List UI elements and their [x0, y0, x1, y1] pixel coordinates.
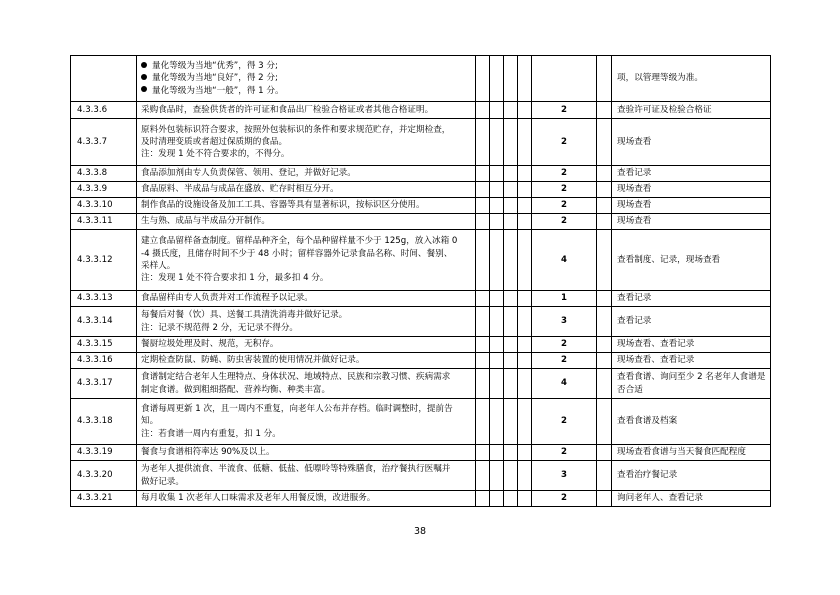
method-cell: 现场查看、查看记录 [612, 337, 771, 353]
blank-cell [504, 337, 518, 353]
item-code: 4.3.3.16 [71, 353, 137, 369]
blank-cell [490, 353, 504, 369]
item-code: 4.3.3.9 [71, 182, 137, 198]
blank-cell [504, 56, 518, 102]
blank-cell [490, 214, 504, 230]
score-cell: 2 [532, 353, 597, 369]
requirement-line: 做好记录。 [141, 476, 184, 487]
blank-cell [490, 491, 504, 507]
blank-cell [476, 491, 490, 507]
blank-cell [490, 56, 504, 102]
item-code: 4.3.3.12 [71, 230, 137, 291]
requirement-line: 每月收集 1 次老年人口味需求及老年人用餐反馈，改进服务。 [141, 493, 376, 504]
blank-cell [597, 399, 612, 445]
requirement-line: 及时清理变质或者超过保质期的食品。 [141, 136, 288, 147]
blank-cell [597, 214, 612, 230]
requirement-line: 生与熟、成品与半成品分开制作。 [141, 216, 270, 227]
blank-cell [518, 198, 532, 214]
blank-cell [476, 307, 490, 337]
blank-cell [476, 369, 490, 399]
blank-cell [490, 337, 504, 353]
blank-cell [490, 369, 504, 399]
method-cell: 查看治疗餐记录 [612, 461, 771, 491]
bullet-text: 量化等级为当地“一般”，得 1 分。 [152, 85, 284, 96]
requirement-cell [137, 198, 476, 214]
score-cell: 2 [532, 119, 597, 166]
blank-cell [518, 56, 532, 102]
blank-cell [504, 445, 518, 461]
blank-cell [490, 307, 504, 337]
blank-cell [490, 102, 504, 119]
requirement-line: 食品留样由专人负责并对工作流程予以记录。 [141, 293, 313, 304]
table-row [71, 307, 771, 337]
requirement-cell [137, 399, 476, 445]
method-cell: 查看制度、记录，现场查看 [612, 230, 771, 291]
blank-cell [518, 182, 532, 198]
table-row [71, 182, 771, 198]
evaluation-table [70, 55, 771, 507]
table-row [71, 291, 771, 307]
blank-cell [518, 102, 532, 119]
blank-cell [597, 353, 612, 369]
item-code [71, 56, 137, 102]
score-cell: 2 [532, 337, 597, 353]
blank-cell [504, 102, 518, 119]
blank-cell [490, 230, 504, 291]
score-cell: 2 [532, 214, 597, 230]
blank-cell [597, 307, 612, 337]
blank-cell [476, 353, 490, 369]
blank-cell [490, 198, 504, 214]
requirement-line: 采样人。 [141, 261, 176, 271]
blank-cell [504, 291, 518, 307]
blank-cell [504, 399, 518, 445]
method-cell: 项，以管理等级为准。 [612, 56, 771, 102]
item-code: 4.3.3.15 [71, 337, 137, 353]
blank-cell [504, 307, 518, 337]
method-cell: 现场查看 [612, 182, 771, 198]
requirement-cell [137, 461, 476, 491]
item-code: 4.3.3.7 [71, 119, 137, 166]
requirement-line: 定期检查防鼠、防蝇、防虫害装置的使用情况并做好记录。 [141, 355, 365, 366]
requirement-cell [137, 369, 476, 399]
bullet-item [141, 60, 471, 72]
requirement-cell [137, 56, 476, 102]
blank-cell [476, 182, 490, 198]
table-row [71, 491, 771, 507]
blank-cell [476, 102, 490, 119]
bullet-dot-icon [141, 74, 147, 80]
requirement-line: 为老年人提供流食、半流食、低糖、低盐、低嘌呤等特殊膳食，治疗餐执行医嘱并 [141, 464, 451, 475]
blank-cell [518, 369, 532, 399]
method-cell: 查看记录 [612, 291, 771, 307]
item-code: 4.3.3.10 [71, 198, 137, 214]
score-cell [532, 56, 597, 102]
bullet-text: 量化等级为当地“优秀”，得 3 分; [152, 61, 278, 72]
blank-cell [476, 337, 490, 353]
item-code: 4.3.3.11 [71, 214, 137, 230]
blank-cell [597, 445, 612, 461]
blank-cell [504, 214, 518, 230]
blank-cell [518, 291, 532, 307]
blank-cell [518, 214, 532, 230]
blank-cell [518, 491, 532, 507]
method-cell: 查看记录 [612, 307, 771, 337]
blank-cell [504, 491, 518, 507]
method-cell: 查验许可证及检验合格证 [612, 102, 771, 119]
blank-cell [476, 166, 490, 182]
item-code: 4.3.3.20 [71, 461, 137, 491]
blank-cell [504, 166, 518, 182]
score-cell: 2 [532, 198, 597, 214]
blank-cell [597, 182, 612, 198]
requirement-cell [137, 307, 476, 337]
requirement-cell [137, 491, 476, 507]
blank-cell [476, 291, 490, 307]
table-row [71, 214, 771, 230]
score-cell: 2 [532, 102, 597, 119]
table-row [71, 369, 771, 399]
blank-cell [597, 230, 612, 291]
blank-cell [597, 291, 612, 307]
blank-cell [518, 445, 532, 461]
blank-cell [504, 369, 518, 399]
table-row [71, 230, 771, 291]
blank-cell [518, 353, 532, 369]
score-cell: 3 [532, 461, 597, 491]
blank-cell [476, 230, 490, 291]
requirement-cell [137, 445, 476, 461]
requirement-line: 食品添加剂由专人负责保管、领用、登记，并做好记录。 [141, 168, 356, 179]
blank-cell [476, 214, 490, 230]
method-cell: 现场查看 [612, 214, 771, 230]
requirement-line: 原料外包装标识符合要求，按照外包装标识的条件和要求规范贮存，并定期检查， [141, 124, 451, 135]
item-code: 4.3.3.18 [71, 399, 137, 445]
score-cell: 2 [532, 182, 597, 198]
requirement-line: 制作食品的设施设备及加工工具、容器等具有显著标识，按标识区分使用。 [141, 200, 425, 211]
requirement-line: 注：若食谱一周内有重复，扣 1 分。 [141, 428, 281, 439]
blank-cell [518, 230, 532, 291]
item-code: 4.3.3.14 [71, 307, 137, 337]
blank-cell [518, 166, 532, 182]
requirement-cell [137, 353, 476, 369]
requirement-line: 知。 [141, 416, 159, 427]
table-row [71, 166, 771, 182]
requirement-line: 食谱每周更新 1 次，且一周内不重复，向老年人公布并存档。临时调整时，提前告 [141, 404, 453, 415]
item-code: 4.3.3.21 [71, 491, 137, 507]
blank-cell [597, 56, 612, 102]
blank-cell [476, 119, 490, 166]
blank-cell [490, 399, 504, 445]
requirement-cell [137, 182, 476, 198]
requirement-line: 餐食与食谱相符率达 90%及以上。 [141, 447, 275, 458]
table-row [71, 353, 771, 369]
item-code: 4.3.3.8 [71, 166, 137, 182]
blank-cell [597, 369, 612, 399]
method-cell: 现场查看食谱与当天餐食匹配程度 [612, 445, 771, 461]
method-cell: 查看记录 [612, 166, 771, 182]
blank-cell [476, 399, 490, 445]
requirement-line: 每餐后对餐（饮）具、送餐工具清洗消毒并做好记录。 [141, 310, 348, 321]
score-cell: 2 [532, 445, 597, 461]
blank-cell [504, 461, 518, 491]
score-cell: 3 [532, 307, 597, 337]
blank-cell [476, 445, 490, 461]
requirement-cell [137, 166, 476, 182]
requirement-line: -4 摄氏度，且储存时间不少于 48 小时；留样容器外记录食品名称、时间、餐别、 [141, 248, 453, 259]
blank-cell [504, 119, 518, 166]
score-cell: 2 [532, 491, 597, 507]
blank-cell [597, 461, 612, 491]
requirement-line: 食谱制定结合老年人生理特点、身体状况、地域特点、民族和宗教习惯、疾病需求 [141, 372, 451, 383]
score-cell: 4 [532, 230, 597, 291]
requirement-cell [137, 230, 476, 291]
table-row [71, 337, 771, 353]
method-cell: 查看食谱、询问至少 2 名老年人食谱是否合适 [612, 369, 771, 399]
blank-cell [518, 119, 532, 166]
blank-cell [518, 337, 532, 353]
blank-cell [504, 198, 518, 214]
method-cell: 询问老年人、查看记录 [612, 491, 771, 507]
method-cell: 现场查看 [612, 119, 771, 166]
blank-cell [597, 198, 612, 214]
bullet-dot-icon [141, 86, 147, 92]
item-code: 4.3.3.13 [71, 291, 137, 307]
table-row [71, 102, 771, 119]
blank-cell [504, 182, 518, 198]
method-cell: 查看食谱及档案 [612, 399, 771, 445]
blank-cell [518, 399, 532, 445]
blank-cell [490, 461, 504, 491]
page-number: 38 [413, 526, 427, 537]
requirement-line: 制定食谱。做到粗细搭配、营养均衡、种类丰富。 [141, 384, 331, 395]
blank-cell [597, 119, 612, 166]
blank-cell [518, 461, 532, 491]
blank-cell [476, 198, 490, 214]
bullet-text: 量化等级为当地“良好”，得 2 分; [152, 73, 278, 84]
item-code: 4.3.3.19 [71, 445, 137, 461]
method-cell: 现场查看 [612, 198, 771, 214]
score-cell: 2 [532, 166, 597, 182]
blank-cell [597, 491, 612, 507]
requirement-cell [137, 291, 476, 307]
requirement-line: 采购食品时，查验供货者的许可证和食品出厂检验合格证或者其他合格证明。 [141, 104, 434, 115]
blank-cell [490, 445, 504, 461]
score-cell: 1 [532, 291, 597, 307]
bullet-item [141, 72, 471, 84]
item-code: 4.3.3.17 [71, 369, 137, 399]
score-cell: 2 [532, 399, 597, 445]
blank-cell [476, 56, 490, 102]
blank-cell [476, 461, 490, 491]
blank-cell [490, 182, 504, 198]
requirement-cell [137, 214, 476, 230]
requirement-line: 建立食品留样备查制度。留样品种齐全，每个品种留样量不少于 125g，放入冰箱 0 [141, 236, 458, 247]
blank-cell [490, 119, 504, 166]
blank-cell [490, 291, 504, 307]
requirement-line: 注：记录不规范得 2 分，无记录不得分。 [141, 322, 299, 333]
requirement-cell [137, 337, 476, 353]
requirement-cell [137, 102, 476, 119]
blank-cell [504, 353, 518, 369]
method-cell: 现场查看、查看记录 [612, 353, 771, 369]
requirement-line: 注：发现 1 处不符合要求的，不得分。 [141, 149, 290, 160]
requirement-cell [137, 119, 476, 166]
blank-cell [597, 102, 612, 119]
table-row [71, 461, 771, 491]
table-row [71, 445, 771, 461]
requirement-line: 餐厨垃圾处理及时、规范，无积存。 [141, 339, 279, 350]
blank-cell [597, 337, 612, 353]
item-code: 4.3.3.6 [71, 102, 137, 119]
requirement-line: 食品原料、半成品与成品在盛放、贮存时相互分开。 [141, 184, 339, 195]
blank-cell [597, 166, 612, 182]
table-row [71, 119, 771, 166]
blank-cell [490, 166, 504, 182]
blank-cell [518, 307, 532, 337]
requirement-line: 注：发现 1 处不符合要求扣 1 分，最多扣 4 分。 [141, 273, 329, 284]
table-row [71, 198, 771, 214]
blank-cell [504, 230, 518, 291]
table-row [71, 56, 771, 102]
score-cell: 4 [532, 369, 597, 399]
bullet-dot-icon [141, 62, 147, 68]
bullet-item [141, 85, 471, 97]
table-row [71, 399, 771, 445]
